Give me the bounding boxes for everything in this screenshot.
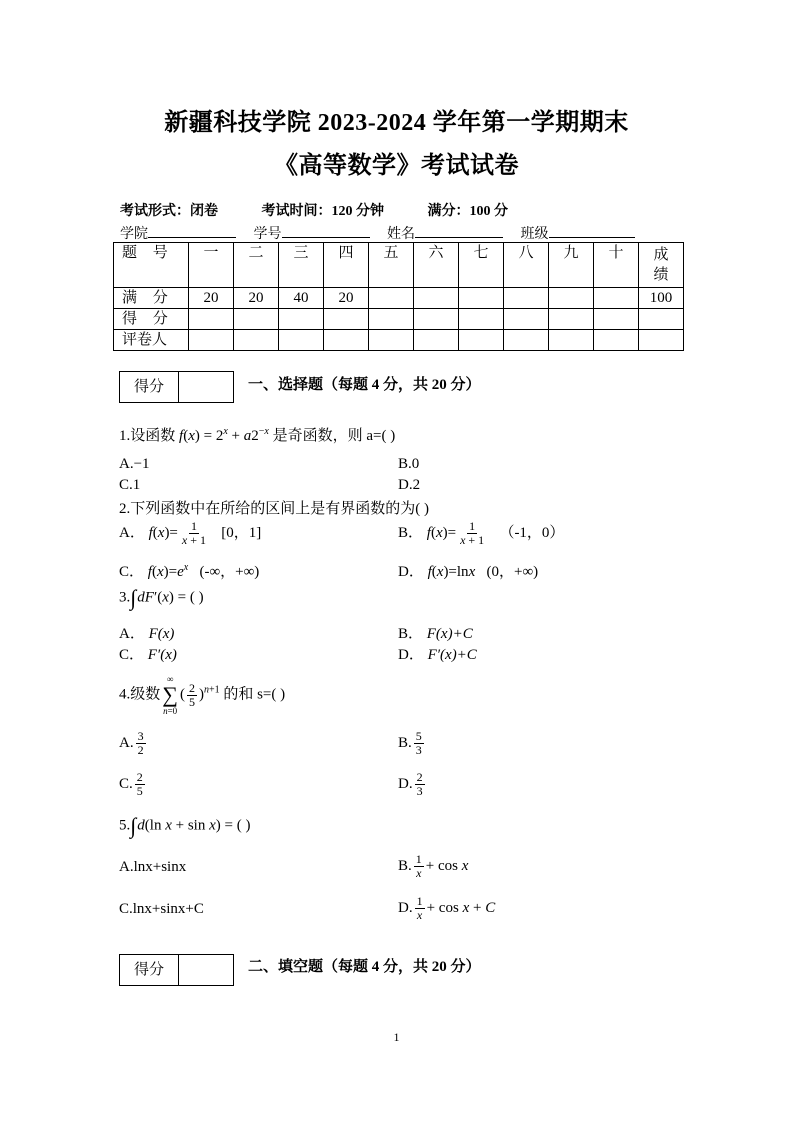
section2-heading: 二、填空题（每题 4 分，共 20 分） [248, 959, 481, 975]
score-box-input[interactable] [179, 955, 233, 985]
name-label: 姓名 [387, 227, 415, 242]
q1-option-c[interactable]: C.1 [119, 477, 141, 493]
q1-option-a[interactable]: A.−1 [119, 456, 150, 472]
col-1: 一 [189, 243, 234, 288]
grader-cell[interactable] [459, 330, 504, 351]
q4-option-a[interactable]: A. $\frac{3}{2}$ [119, 729, 144, 757]
grader-cell[interactable] [639, 330, 684, 351]
col-4: 四 [324, 243, 369, 288]
exam-title-line2: 《高等数学》考试试卷 [274, 153, 519, 179]
score-cell[interactable] [189, 309, 234, 330]
q3-post: ( ) [189, 589, 204, 606]
col-8: 八 [504, 243, 549, 288]
q3-d-value: F′(x)+C [427, 647, 477, 663]
score-cell[interactable] [459, 309, 504, 330]
q3-a-value: F(x) [148, 626, 175, 642]
q4-stem: 4.级数 ∞ ∑ n=0 ( $\frac{2}{5}$ )$^{n+1}$ 的和 s=( ) [119, 674, 286, 716]
exam-title-line1: 新疆科技学院 2023-2024 学年第一学期期末 [164, 110, 629, 136]
q3-option-a[interactable]: A． F(x) [119, 626, 175, 642]
full-3: 40 [279, 288, 324, 309]
q2-option-b[interactable]: B． f(x)= $\frac{1}{x + 1}$ （-1，0） [398, 519, 565, 547]
exam-time: 考试时间：120 分钟 [261, 204, 384, 219]
q5-option-a[interactable]: A.lnx+sinx [119, 859, 187, 875]
name-blank[interactable] [415, 222, 503, 238]
score-box-label: 得分 [120, 955, 179, 985]
q3-pre: 3. [119, 589, 131, 606]
full-4: 20 [324, 288, 369, 309]
q3-c-value: F′(x) [147, 647, 177, 663]
grader-cell[interactable] [279, 330, 324, 351]
q2-option-a[interactable]: A． f(x)= $\frac{1}{x + 1}$ [0，1] [119, 519, 262, 547]
score-table [113, 242, 684, 351]
got-score-row [114, 309, 684, 330]
exam-full-score: 满分：100 分 [427, 204, 508, 219]
q2-option-d[interactable]: D． f(x)=lnx (0，+∞) [398, 564, 539, 580]
grader-cell[interactable] [504, 330, 549, 351]
full-label: 满 分 [114, 288, 189, 309]
full-2: 20 [234, 288, 279, 309]
q1-formula: f [179, 428, 184, 444]
q5-option-c[interactable]: C.lnx+sinx+C [119, 901, 204, 917]
page-number: 1 [393, 1030, 400, 1044]
score-cell[interactable] [639, 309, 684, 330]
grader-cell[interactable] [594, 330, 639, 351]
college-blank[interactable] [148, 222, 236, 238]
q2-a-interval: [0，1] [221, 524, 262, 541]
q3-stem: 3.∫dF′(x) = ( ) [119, 585, 204, 610]
q1-option-d[interactable]: D.2 [398, 477, 421, 493]
score-label: 得 分 [114, 309, 189, 330]
score-cell[interactable] [369, 309, 414, 330]
score-box-input[interactable] [179, 372, 233, 402]
exam-info [120, 200, 548, 220]
exam-form: 考试形式：闭卷 [120, 204, 218, 219]
grader-row [114, 330, 684, 351]
college-label: 学院 [120, 227, 148, 242]
section2-score-box [119, 954, 234, 986]
student-id-blank[interactable] [282, 222, 370, 238]
q5-option-b[interactable]: B. $\frac{1}{x}$ + cos x [398, 852, 469, 880]
col-6: 六 [414, 243, 459, 288]
full-7 [459, 288, 504, 309]
q3-option-b[interactable]: B． F(x)+C [398, 626, 473, 642]
q3-b-value: F(x)+C [426, 626, 473, 642]
full-10 [594, 288, 639, 309]
full-9 [549, 288, 594, 309]
full-score-row [114, 288, 684, 309]
q5-pre: 5. [119, 817, 131, 834]
full-8 [504, 288, 549, 309]
header-label: 题 号 [114, 243, 189, 288]
q1-pre: 1.设函数 [119, 428, 176, 444]
q1-option-b[interactable]: B.0 [398, 456, 420, 472]
score-box-label: 得分 [120, 372, 179, 402]
q2-d-interval: (0，+∞) [486, 564, 539, 580]
q4-option-c[interactable]: C. $\frac{2}{5}$ [119, 770, 143, 798]
full-6 [414, 288, 459, 309]
q2-b-interval: （-1，0） [499, 524, 565, 541]
q3-option-d[interactable]: D． F′(x)+C [398, 647, 477, 663]
score-cell[interactable] [504, 309, 549, 330]
score-cell[interactable] [594, 309, 639, 330]
q5-post: ( ) [236, 817, 251, 834]
col-3: 三 [279, 243, 324, 288]
col-2: 二 [234, 243, 279, 288]
score-table-header-row [114, 243, 684, 288]
q4-post: 的和 s=( ) [223, 686, 286, 703]
grader-cell[interactable] [234, 330, 279, 351]
score-cell[interactable] [234, 309, 279, 330]
score-cell[interactable] [414, 309, 459, 330]
class-blank[interactable] [549, 222, 635, 238]
grader-cell[interactable] [549, 330, 594, 351]
score-cell[interactable] [324, 309, 369, 330]
q4-option-b[interactable]: B. $\frac{5}{3}$ [398, 729, 422, 757]
col-10: 十 [594, 243, 639, 288]
section1-score-box [119, 371, 234, 403]
full-total: 100 [639, 288, 684, 309]
q5-option-d[interactable]: D. $\frac{1}{x}$ + cos x + C [398, 894, 496, 922]
total-label-1: 成 [653, 247, 669, 263]
q1-post: 是奇函数，则 a=( ) [272, 428, 396, 444]
q2-option-c[interactable]: C． $f(x)=e^x$ (-∞，+∞) [119, 562, 260, 580]
section1-heading: 一、选择题（每题 4 分，共 20 分） [248, 377, 481, 393]
score-cell[interactable] [279, 309, 324, 330]
full-1: 20 [189, 288, 234, 309]
grader-cell[interactable] [189, 330, 234, 351]
total-label-2: 绩 [653, 267, 669, 283]
student-fields [120, 222, 635, 243]
col-5: 五 [369, 243, 414, 288]
class-label: 班级 [520, 227, 549, 242]
col-7: 七 [459, 243, 504, 288]
grader-cell[interactable] [414, 330, 459, 351]
q4-pre: 4.级数 [119, 686, 161, 703]
q4-option-d[interactable]: D. $\frac{2}{3}$ [398, 770, 423, 798]
col-9: 九 [549, 243, 594, 288]
student-id-label: 学号 [253, 227, 282, 242]
q3-option-c[interactable]: C． F′(x) [119, 647, 177, 663]
q2-stem: 2.下列函数中在所给的区间上是有界函数的为( ) [119, 501, 429, 517]
q1-stem: 1.设函数 $f(x) = 2^x + a2^{-x}$ 是奇函数，则 a=( ) [119, 426, 396, 444]
full-5 [369, 288, 414, 309]
q2-c-interval: (-∞，+∞) [199, 564, 260, 580]
grader-cell[interactable] [324, 330, 369, 351]
score-cell[interactable] [549, 309, 594, 330]
col-total [639, 243, 684, 288]
grader-label: 评卷人 [114, 330, 189, 351]
grader-cell[interactable] [369, 330, 414, 351]
q5-stem: 5.∫d(ln x + sin x) = ( ) [119, 813, 251, 838]
